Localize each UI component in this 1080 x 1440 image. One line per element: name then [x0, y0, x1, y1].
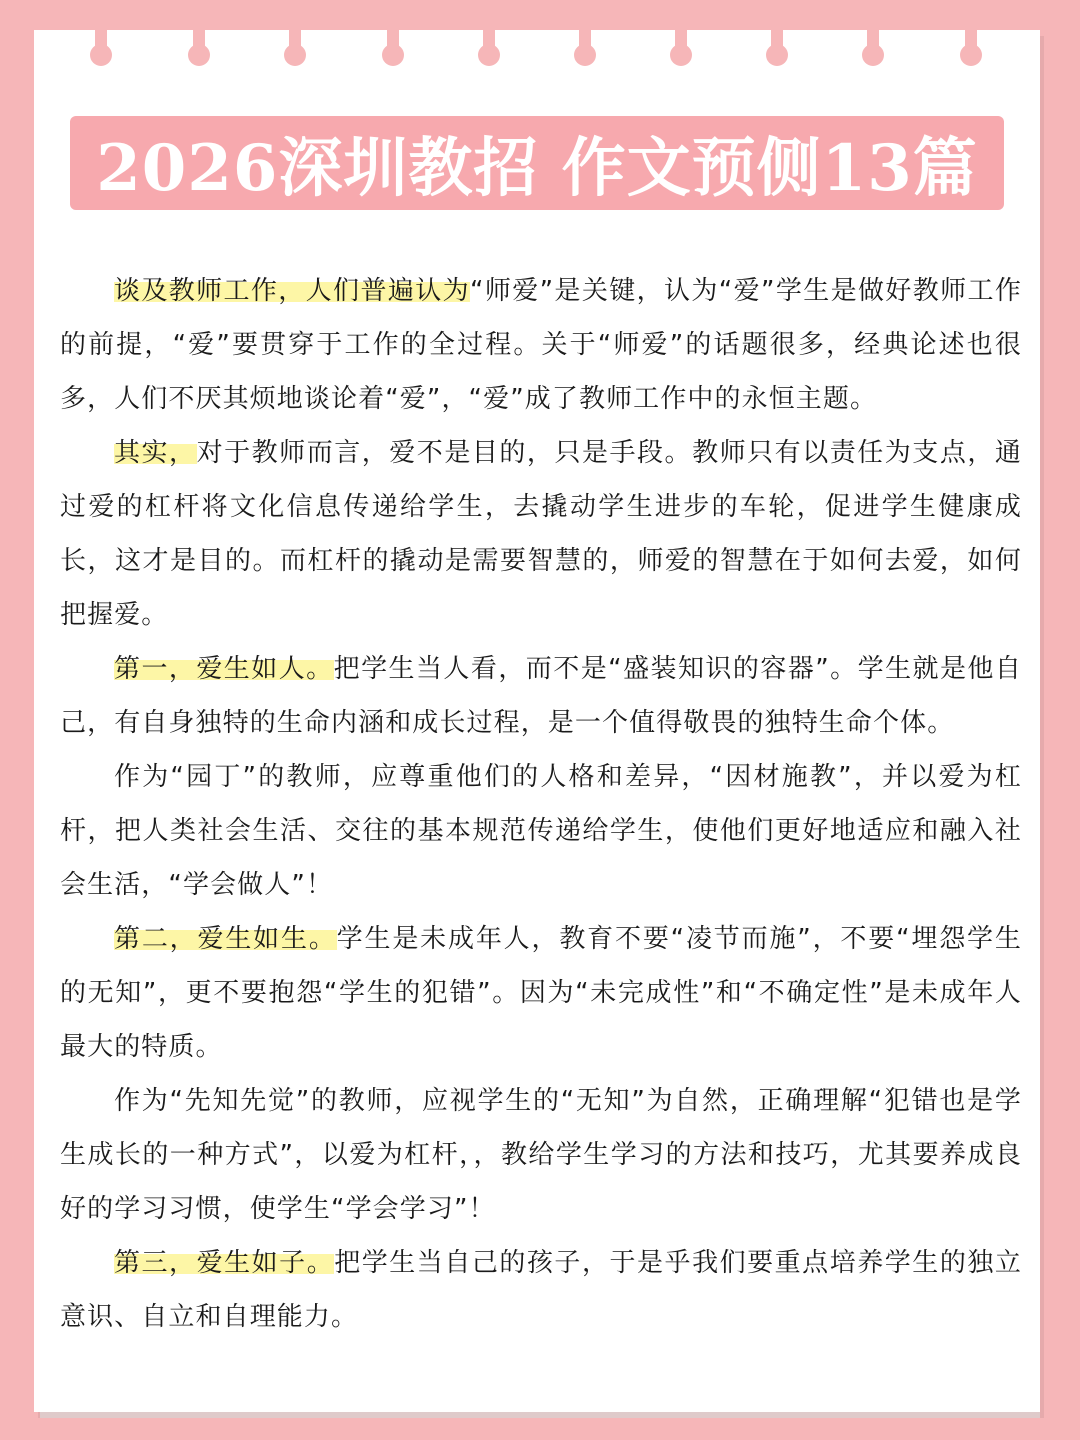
paragraph — [60, 750, 1022, 912]
binder-ring — [188, 30, 210, 68]
paragraph-text: “师爱”是关键，认为“爱”学生是做好教师工作的前提，“爱”要贯穿于工作的全过程。关于“师爱”的话题很多，经典论述也很多，人们不厌其烦地谈论着“爱”，“爱”成了教师工作中的永恒主题。 — [60, 276, 1022, 414]
highlighted-phrase: 第三，爱生如子。 — [114, 1248, 335, 1278]
highlighted-phrase: 第二，爱生如生。 — [114, 924, 337, 954]
binder-ring — [670, 30, 692, 68]
paragraph-text: 作为“先知先觉”的教师，应视学生的“无知”为自然，正确理解“犯错也是学生成长的一种方式”，以爱为杠杆，，教给学生学习的方法和技巧，尤其要养成良好的学习习惯，使学生“学会学习”！ — [60, 1086, 1022, 1224]
page-title: 2026深圳教招 作文预侧13篇 — [96, 131, 978, 206]
paragraph — [60, 426, 1022, 642]
essay-body — [60, 264, 1022, 1344]
highlighted-phrase: 谈及教师工作，人们普遍认为 — [114, 276, 470, 306]
paragraph-text: 把学生当自己的孩子，于是乎我们要重点培养学生的独立意识、自立和自理能力。 — [60, 1248, 1022, 1332]
binder-ring — [766, 30, 788, 68]
paper-bottom-shadow — [40, 1412, 1040, 1418]
binder-ring — [382, 30, 404, 68]
binder-ring — [284, 30, 306, 68]
title-banner — [70, 116, 1004, 210]
binder-ring — [960, 30, 982, 68]
paragraph-text: 作为“园丁”的教师，应尊重他们的人格和差异，“因材施教”，并以爱为杠杆，把人类社会生活、交往的基本规范传递给学生，使他们更好地适应和融入社会生活，“学会做人”！ — [60, 762, 1022, 900]
highlighted-phrase: 其实， — [114, 438, 197, 468]
binder-ring — [90, 30, 112, 68]
highlighted-phrase: 第一，爱生如人。 — [114, 654, 334, 684]
paragraph-text: 把学生当人看，而不是“盛装知识的容器”。学生就是他自己，有自身独特的生命内涵和成长过程，是一个值得敬畏的独特生命个体。 — [60, 654, 1022, 738]
paragraph — [60, 264, 1022, 426]
paragraph — [60, 642, 1022, 750]
paragraph-text: 学生是未成年人，教育不要“凌节而施”，不要“埋怨学生的无知”，更不要抱怨“学生的犯错”。因为“未完成性”和“不确定性”是未成年人最大的特质。 — [60, 924, 1022, 1062]
paragraph — [60, 912, 1022, 1074]
binder-ring — [478, 30, 500, 68]
paragraph-text: 对于教师而言，爱不是目的，只是手段。教师只有以责任为支点，通过爱的杠杆将文化信息传递给学生，去撬动学生进步的车轮，促进学生健康成长，这才是目的。而杠杆的撬动是需要智慧的，师爱的智慧在于如何去爱，如何把握爱。 — [60, 438, 1022, 630]
paragraph — [60, 1236, 1022, 1344]
binder-ring — [574, 30, 596, 68]
paragraph — [60, 1074, 1022, 1236]
binder-ring — [862, 30, 884, 68]
